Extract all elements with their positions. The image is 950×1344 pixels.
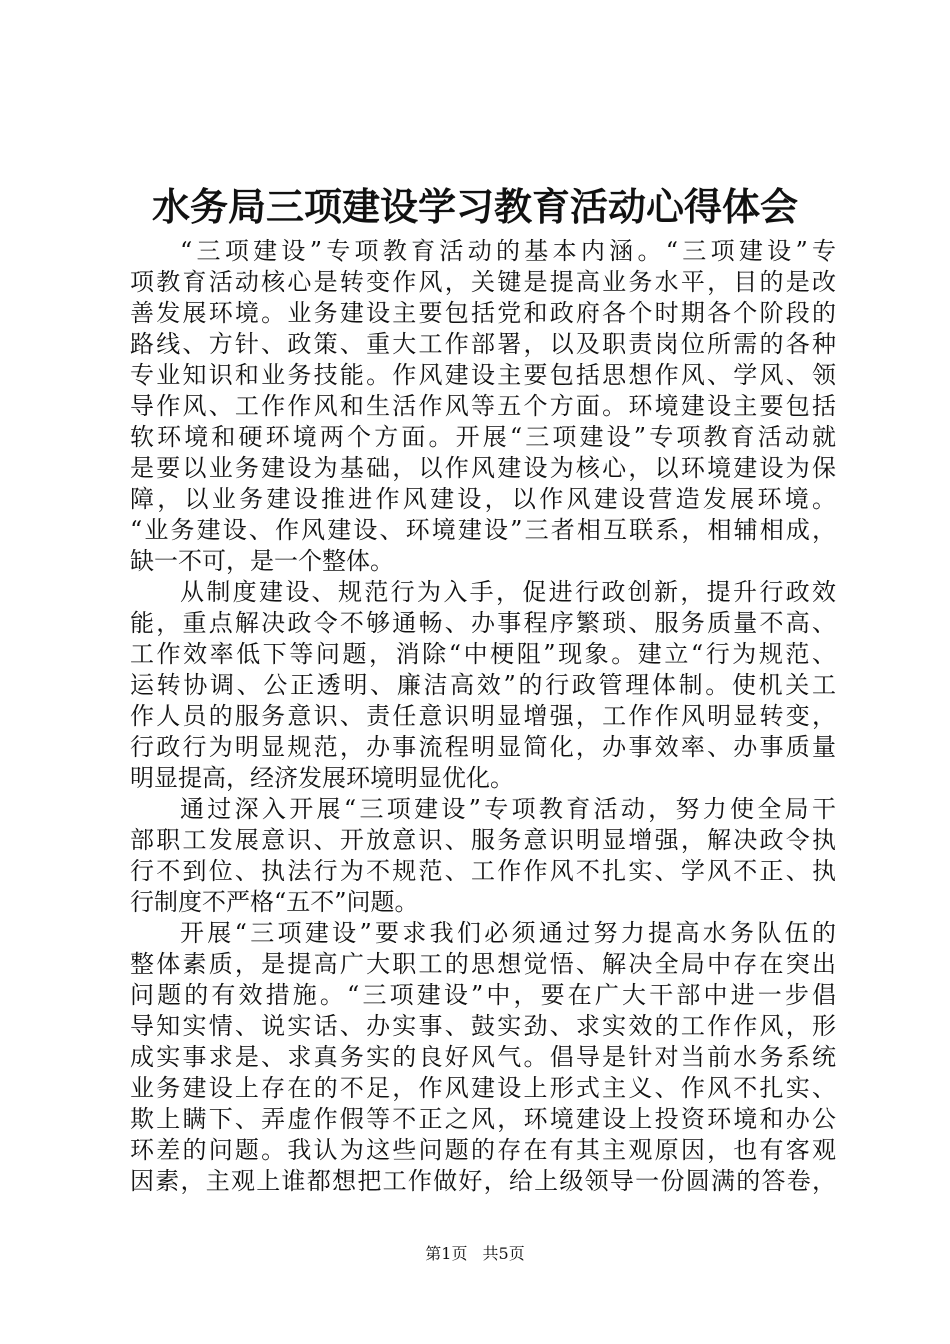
page-footer (0, 1242, 950, 1266)
paragraph-line: 因素，主观上谁都想把工作做好，给上级领导一份圆满的答卷， (130, 1167, 836, 1195)
paragraph-line: 开展“三项建设”要求我们必须通过努力提高水务队伍的 (180, 919, 836, 947)
paragraph-line: 工作效率低下等问题，消除“中梗阻”现象。建立“行为规范、 (130, 640, 836, 668)
paragraph-line: 整体素质，是提高广大职工的思想觉悟、解决全局中存在突出 (130, 950, 836, 978)
document-body (130, 236, 836, 1197)
document-title: 水务局三项建设学习教育活动心得体会 (151, 184, 798, 229)
paragraph-line: 行政行为明显规范，办事流程明显简化，办事效率、办事质量 (130, 733, 836, 761)
page-total: 共5页 (482, 1244, 525, 1263)
paragraph-line: 环差的问题。我认为这些问题的存在有其主观原因，也有客观 (130, 1136, 836, 1164)
page-number: 第1页 (425, 1244, 468, 1263)
paragraph-line: 软环境和硬环境两个方面。开展“三项建设”专项教育活动就 (130, 423, 836, 451)
paragraph-line: 项教育活动核心是转变作风，关键是提高业务水平，目的是改 (130, 268, 836, 296)
paragraph-line: 专业知识和业务技能。作风建设主要包括思想作风、学风、领 (130, 361, 836, 389)
paragraph-line: “三项建设”专项教育活动的基本内涵。“三项建设”专 (180, 237, 836, 265)
paragraph-line: 路线、方针、政策、重大工作部署，以及职责岗位所需的各种 (130, 330, 836, 358)
paragraph-line: 行不到位、执法行为不规范、工作作风不扎实、学风不正、执 (130, 857, 836, 885)
paragraph-line: 导作风、工作作风和生活作风等五个方面。环境建设主要包括 (130, 392, 836, 420)
paragraph-line: 是要以业务建设为基础，以作风建设为核心，以环境建设为保 (130, 454, 836, 482)
paragraph-2 (130, 577, 836, 794)
paragraph-line: 部职工发展意识、开放意识、服务意识明显增强，解决政令执 (130, 826, 836, 854)
paragraph-line: 运转协调、公正透明、廉洁高效”的行政管理体制。使机关工 (130, 671, 836, 699)
paragraph-line: 业务建设上存在的不足，作风建设上形式主义、作风不扎实、 (130, 1074, 836, 1102)
paragraph-line: 导知实情、说实话、办实事、鼓实劲、求实效的工作作风，形 (130, 1012, 836, 1040)
paragraph-line: 能，重点解决政令不够通畅、办事程序繁琐、服务质量不高、 (130, 609, 836, 637)
paragraph-1 (130, 236, 836, 577)
paragraph-line: 从制度建设、规范行为入手，促进行政创新，提升行政效 (180, 578, 836, 606)
paragraph-line: 障，以业务建设推进作风建设，以作风建设营造发展环境。 (130, 485, 836, 513)
paragraph-line: 问题的有效措施。“三项建设”中，要在广大干部中进一步倡 (130, 981, 836, 1009)
paragraph-line: 作人员的服务意识、责任意识明显增强，工作作风明显转变， (130, 702, 836, 730)
paragraph-line: 明显提高，经济发展环境明显优化。 (130, 764, 514, 792)
paragraph-line: 通过深入开展“三项建设”专项教育活动，努力使全局干 (180, 795, 836, 823)
paragraph-line: 善发展环境。业务建设主要包括党和政府各个时期各个阶段的 (130, 299, 836, 327)
paragraph-line: 成实事求是、求真务实的良好风气。倡导是针对当前水务系统 (130, 1043, 836, 1071)
paragraph-line: 缺一不可，是一个整体。 (130, 547, 394, 575)
paragraph-line: 欺上瞒下、弄虚作假等不正之风，环境建设上投资环境和办公 (130, 1105, 836, 1133)
paragraph-3 (130, 794, 836, 918)
paragraph-line: 行制度不严格“五不”问题。 (130, 888, 419, 916)
paragraph-line: “业务建设、作风建设、环境建设”三者相互联系，相辅相成， (130, 516, 836, 544)
paragraph-4 (130, 918, 836, 1197)
